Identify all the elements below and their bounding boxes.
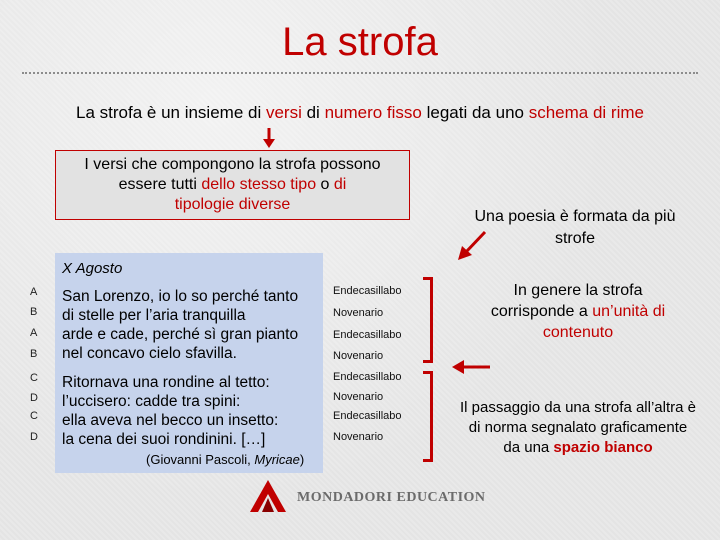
stanza-bracket-2 <box>423 371 433 462</box>
meter-label: Endecasillabo <box>333 285 402 297</box>
page-title: La strofa <box>282 20 438 64</box>
box-highlight-stesso-tipo: dello stesso tipo <box>201 176 317 193</box>
intro-highlight-schema-rime: schema di rime <box>528 103 644 122</box>
note-line <box>440 438 716 458</box>
poem-title: X Agosto <box>62 260 123 277</box>
rhyme-letter: C <box>30 372 38 384</box>
spazio-bianco-note <box>440 398 716 458</box>
poem-line: San Lorenzo, io lo so perché tanto <box>62 288 299 305</box>
note-highlight-spazio-bianco: spazio bianco <box>553 439 653 456</box>
rhyme-letter: B <box>30 348 38 360</box>
rhyme-letter: C <box>30 410 38 422</box>
poem-line: nel concavo cielo sfavilla. <box>62 345 237 362</box>
left-arrow-icon <box>450 358 492 376</box>
stanza-bracket-1 <box>423 277 433 363</box>
unita-contenuto-note <box>458 280 698 343</box>
poem-line: ella aveva nel becco un insetto: <box>62 412 279 429</box>
meter-label: Endecasillabo <box>333 329 402 341</box>
poem-credit <box>146 452 304 467</box>
publisher-logo-text: MONDADORI EDUCATION <box>297 490 486 505</box>
rhyme-letter: A <box>30 327 38 339</box>
note-line <box>458 301 698 322</box>
down-arrow-icon <box>261 127 277 149</box>
note-line: strofe <box>554 230 595 247</box>
box-line-2 <box>56 175 409 195</box>
meter-label: Endecasillabo <box>333 371 402 383</box>
note-line: Una poesia è formata da più <box>474 208 676 225</box>
meter-label: Novenario <box>333 391 384 403</box>
poem-line: Ritornava una rondine al tetto: <box>62 374 270 391</box>
poem-line: arde e cade, perché sì gran pianto <box>62 326 299 343</box>
poem-line: di stelle per l’aria tranquilla <box>62 307 246 324</box>
intro-highlight-versi: versi <box>265 103 302 122</box>
credit-author: (Giovanni Pascoli, <box>146 452 255 467</box>
box-text: o <box>316 176 334 193</box>
rhyme-letter: A <box>30 286 38 298</box>
diagonal-arrow-icon <box>452 228 492 264</box>
box-highlight-di: di <box>333 176 347 193</box>
rhyme-letter: D <box>30 431 38 443</box>
versi-tipologie-box <box>55 150 410 220</box>
meter-label: Endecasillabo <box>333 410 402 422</box>
box-line-3: tipologie diverse <box>174 196 291 213</box>
note-text: da una <box>503 439 554 456</box>
intro-highlight-numero-fisso: numero fisso <box>324 103 422 122</box>
poem-line: l’uccisero: cadde tra spini: <box>62 393 241 410</box>
title-divider <box>22 72 698 74</box>
credit-work: Myricae <box>254 452 300 467</box>
intro-part-1: La strofa è un insieme di <box>76 103 266 122</box>
rhyme-letter: D <box>30 392 38 404</box>
note-line: Il passaggio da una strofa all’altra è <box>460 399 696 416</box>
poem-text <box>62 287 298 449</box>
credit-close: ) <box>299 452 305 467</box>
poem-line: la cena dei suoi rondinini. […] <box>62 431 266 448</box>
intro-part-2: di <box>301 103 325 122</box>
note-highlight-unita: un’unità di <box>592 303 666 320</box>
mondadori-logo-icon <box>248 478 288 514</box>
intro-part-3: legati da uno <box>421 103 529 122</box>
note-text: corrisponde a <box>490 303 593 320</box>
stanza-gap <box>62 363 298 373</box>
intro-sentence <box>0 103 720 123</box>
rhyme-letter: B <box>30 306 38 318</box>
box-line-1: I versi che compongono la strofa possono <box>84 156 381 173</box>
meter-label: Novenario <box>333 350 384 362</box>
box-text: essere tutti <box>118 176 202 193</box>
note-highlight-contenuto: contenuto <box>542 324 614 341</box>
meter-label: Novenario <box>333 307 384 319</box>
meter-label: Novenario <box>333 431 384 443</box>
note-line: di norma segnalato graficamente <box>468 419 688 436</box>
note-line: In genere la strofa <box>513 282 643 299</box>
